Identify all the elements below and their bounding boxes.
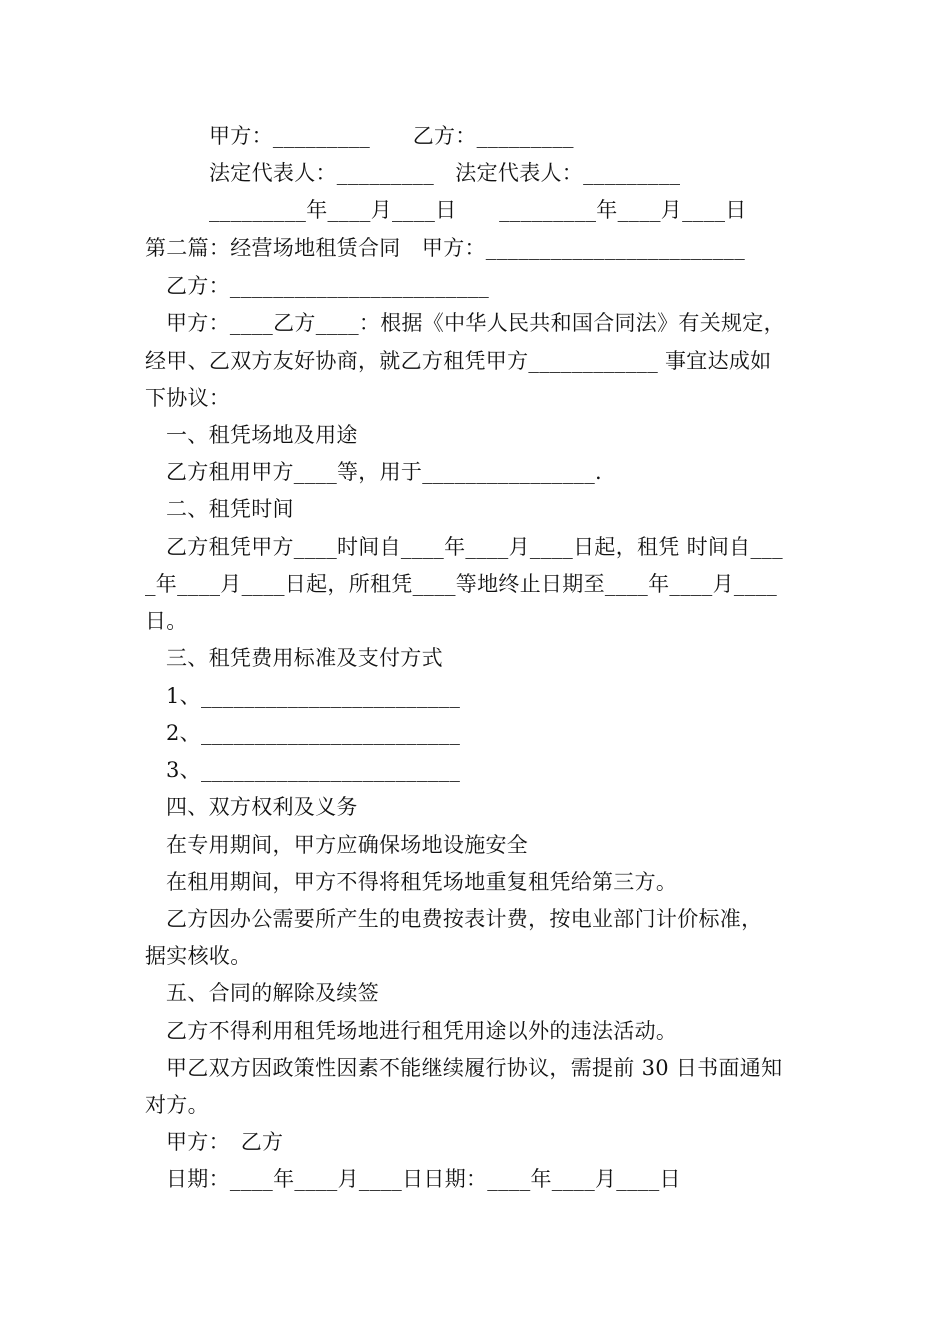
signature-date-line: 日期：____年____月____日日期：____年____月____日	[166, 1167, 681, 1191]
paragraph-line: 日。	[145, 609, 188, 633]
paragraph-line: 乙方因办公需要所产生的电费按表计费，按电业部门计价标准，	[166, 907, 763, 931]
list-item: 3、________________________	[166, 758, 461, 782]
paragraph-line: 据实核收。	[145, 944, 252, 968]
signature-line: 甲方： 乙方	[166, 1130, 284, 1154]
party-b-line: 乙方：________________________	[166, 274, 490, 298]
paragraph-line: 乙方租凭甲方____时间自____年____月____日起，租凭 时间自___	[166, 535, 783, 559]
paragraph-line: 经甲、乙双方友好协商，就乙方租凭甲方____________ 事宜达成如	[145, 349, 772, 373]
paragraph-line: 乙方不得利用租凭场地进行租凭用途以外的违法活动。	[166, 1019, 678, 1043]
section-title: 第二篇：经营场地租赁合同 甲方：________________________	[145, 236, 745, 260]
paragraph-line: _年____月____日起，所租凭____等地终止日期至____年____月____	[145, 572, 778, 596]
paragraph-line: 乙方租用甲方____等，用于________________.	[166, 460, 602, 484]
heading-5: 五、合同的解除及续签	[166, 981, 379, 1005]
paragraph-line: 对方。	[145, 1093, 209, 1117]
paragraph-line: 在租用期间，甲方不得将租凭场地重复租凭给第三方。	[166, 870, 678, 894]
paragraph-line: 甲乙双方因政策性因素不能继续履行协议，需提前 30 日书面通知	[166, 1056, 783, 1080]
heading-2: 二、租凭时间	[166, 497, 294, 521]
list-item: 2、________________________	[166, 721, 461, 745]
heading-3: 三、租凭费用标准及支付方式	[166, 646, 443, 670]
date-line: _________年____月____日 _________年____月____日	[209, 198, 747, 222]
heading-4: 四、双方权利及义务	[166, 795, 358, 819]
heading-1: 一、租凭场地及用途	[166, 423, 358, 447]
paragraph-line: 甲方：____乙方____：根据《中华人民共和国合同法》有关规定，	[166, 311, 785, 335]
list-item: 1、________________________	[166, 684, 461, 708]
paragraph-line: 在专用期间，甲方应确保场地设施安全	[166, 833, 529, 857]
paragraph-line: 下协议：	[145, 386, 231, 410]
party-line: 甲方：_________ 乙方：_________	[209, 124, 574, 148]
representative-line: 法定代表人：_________ 法定代表人：_________	[209, 161, 681, 185]
